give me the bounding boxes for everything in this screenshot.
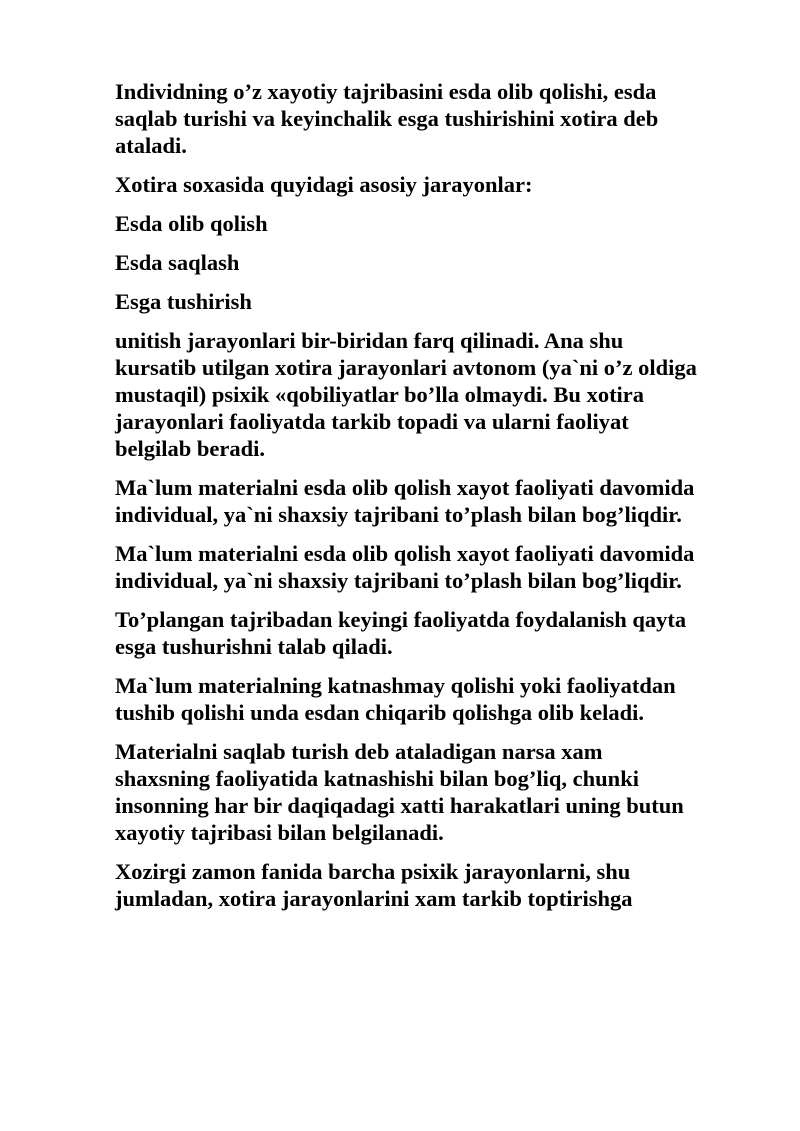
text-line: individual, ya`ni shaxsiy tajribani to’plash bilan bog’liqdir.: [115, 568, 682, 593]
paragraph-forgetting: [115, 327, 740, 462]
text-line: kursatib utilgan xotira jarayonlari avtonom (ya`ni o’z oldiga: [115, 355, 697, 380]
text-line: Xozirgi zamon fanida barcha psixik jarayonlarni, shu: [115, 859, 631, 884]
paragraph-memorizing-2: [115, 540, 740, 594]
text-line: Esda olib qolish: [115, 211, 268, 236]
text-line: Ma`lum materialning katnashmay qolishi yoki faoliyatdan: [115, 673, 676, 698]
paragraph-definition: [115, 78, 740, 159]
text-line: ataladi.: [115, 133, 187, 158]
paragraph-process-1: [115, 210, 740, 237]
text-line: belgilab beradi.: [115, 436, 266, 461]
text-line: Esga tushirish: [115, 289, 252, 314]
paragraph-modern-science: [115, 858, 740, 912]
text-line: Ma`lum materialni esda olib qolish xayot faoliyati davomida: [115, 541, 695, 566]
paragraph-loss: [115, 672, 740, 726]
text-line: Materialni saqlab turish deb ataladigan narsa xam: [115, 739, 603, 764]
text-line: individual, ya`ni shaxsiy tajribani to’plash bilan bog’liqdir.: [115, 502, 682, 527]
text-line: tushib qolishi unda esdan chiqarib qolishga olib keladi.: [115, 700, 644, 725]
text-line: Ma`lum materialni esda olib qolish xayot faoliyati davomida: [115, 475, 695, 500]
document-page: [115, 78, 740, 924]
text-line: mustaqil) psixik «qobiliyatlar bo’lla olmaydi. Bu xotira: [115, 382, 645, 407]
text-line: Individning o’z xayotiy tajribasini esda olib qolishi, esda: [115, 79, 657, 104]
paragraph-memorizing-1: [115, 474, 740, 528]
text-line: esga tushurishni talab qiladi.: [115, 634, 393, 659]
text-line: To’plangan tajribadan keyingi faoliyatda foydalanish qayta: [115, 607, 687, 632]
text-line: Esda saqlash: [115, 250, 240, 275]
paragraph-retention: [115, 738, 740, 846]
text-line: unitish jarayonlari bir-biridan farq qilinadi. Ana shu: [115, 328, 624, 353]
text-line: jarayonlari faoliyatda tarkib topadi va ularni faoliyat: [115, 409, 629, 434]
paragraph-process-3: [115, 288, 740, 315]
text-line: xayotiy tajribasi bilan belgilanadi.: [115, 820, 444, 845]
text-line: saqlab turishi va keyinchalik esga tushirishini xotira deb: [115, 106, 659, 131]
text-line: shaxsning faoliyatida katnashishi bilan bog’liq, chunki: [115, 766, 639, 791]
paragraph-processes-intro: [115, 171, 740, 198]
paragraph-process-2: [115, 249, 740, 276]
text-line: Xotira soxasida quyidagi asosiy jarayonlar:: [115, 172, 533, 197]
text-line: insonning har bir daqiqadagi xatti harakatlari uning butun: [115, 793, 684, 818]
text-line: jumladan, xotira jarayonlarini xam tarkib toptirishga: [115, 886, 633, 911]
paragraph-recall: [115, 606, 740, 660]
